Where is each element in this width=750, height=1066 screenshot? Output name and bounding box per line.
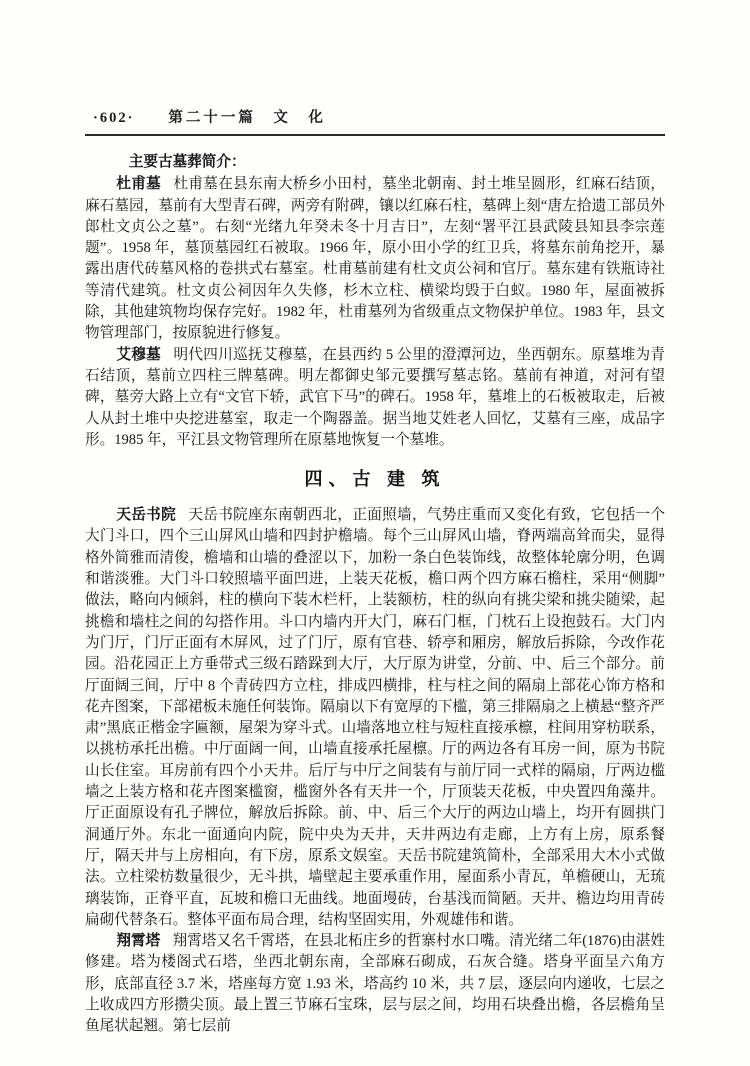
paragraph-term: 杜甫墓: [116, 176, 162, 193]
paragraph-term: 艾穆墓: [116, 346, 162, 363]
paragraph-text: 天岳书院座东南朝西北，正面照墙，气势庄重而又变化有致，它包括一个大门斗口，四个三山屏风山墙和四封护檐墙。每个三山屏风山墙，脊两端高耸而尖，显得格外简雅而清俊，檐墙和山墙的叠涩以下，加粉一条白色装饰线，故整体轮廓分明，色调和谐淡雅。大门斗口较照墙平面凹进，上装天花板，檐口两个四方麻石檐柱，采用“侧脚”做法，略向内倾斜，柱的横向下装木栏杆，上装额枋，柱的纵向有挑尖梁和挑尖随梁，起挑檐和墙柱之间的勾搭作用。斗口内墙内开大门，麻石门框，门枕石上设抱鼓石。大门内为门厅，门厅正面有木屏风，过了门厅，原有官巷、轿亭和厢房，解放后拆除，今改作花园。沿花园正上方垂带式三级石踏跺到大厅，大厅原为讲堂，分前、中、后三个部分。前厅面阔三间，厅中 8 个青砖四方立柱，排成四横排，柱与柱之间的隔扇上部花心饰方格和花卉图案，下部裙板未施任何装饰。隔扇以下有宽厚的下槛，第三排隔扇之上横悬“整齐严肃”黑底正楷金字匾额，屋架为穿斗式。山墙落地立柱与短柱直接承檩，柱间用穿枋联系，以挑枋承托出檐。中厅面阔一间，山墙直接承托屋檩。厅的两边各有耳房一间，原为书院山长住室。耳房前有四个小天井。后厅与中厅之间装有与前厅同一式样的隔扇，厅两边槛墙之上装方格和花卉图案槛窗，槛窗外各有天井一个，厅顶装天花板，中央置四角藻井。厅正面原设有孔子牌位，解放后拆除。前、中、后三个大厅的两边山墙上，均开有圆拱门洞通厅外。东北一面通向内院，院中央为天井，天井两边有走廊，上方有上房，原系餐厅，隔天井与上房相向，有下房，原系文娱室。天岳书院建筑简朴，全部采用大木小式做法。立柱梁枋数量很少，无斗拱，墙壁起主要承重作用，屋面系小青瓦，单檐硬山，无琉璃装饰，正脊平直，瓦坡和檐口无曲线。地面墁砖，台基浅而简陋。天井、檐边均用青砖扁砌代替条石。整体平面布局合理，结构坚固实用，外观雄伟和谐。: [85, 507, 665, 928]
chapter-title: 第二十一篇 文 化: [168, 110, 326, 126]
running-head: [85, 0, 665, 127]
paragraph-text: 明代四川巡抚艾穆墓，在县西约 5 公里的澄潭河边，坐西朝东。原墓堆为青石结顶，墓前立四柱三牌墓碑。明左都御史邹元要撰写墓志铭。墓前有神道，对河有望碑，墓旁大路上立有“文官下轿，武官下马”的碑石。1958 年，墓堆上的石板被取走，后被人从封土堆中央挖进墓室，取走一个陶器盖。据当地艾姓老人回忆，艾墓有三座，成品字形。1985 年，平江县文物管理所在原墓地恢复一个墓堆。: [85, 346, 665, 448]
header-rule: [85, 134, 665, 136]
paragraph-term: 翔霄塔: [116, 933, 161, 950]
intro-heading: 主要古墓葬简介：: [128, 154, 246, 170]
paragraph-term: 天岳书院: [116, 507, 176, 524]
paragraph-dufu-tomb: [85, 174, 665, 344]
paragraph-aimu-tomb: [85, 345, 665, 451]
page-body: [85, 152, 665, 1038]
paragraph-xiangxiao-pagoda: [85, 931, 665, 1037]
paragraph-tianyue-academy: [85, 505, 665, 931]
section-heading-ancient-architecture: 四、古 建 筑: [304, 469, 446, 490]
paragraph-text: 翔霄塔又名千霄塔，在县北柘庄乡的哲寨村水口嘴。清光绪二年(1876)由湛姓修建。塔为楼阁式石塔，坐西北朝东南，全部麻石砌成，石灰合缝。塔身平面呈六角方形，底部直径 3.7 米，塔座每方宽 1.93 米，塔高约 10 米，共 7 层，逐层向内递收，七层之上收成四方形攒尖顶。最上置三节麻石宝珠，层与层之间，均用石块叠出檐，各层檐角呈鱼尾状起翘。第七层前: [85, 933, 665, 1035]
paragraph-text: 杜甫墓在县东南大桥乡小田村，墓坐北朝南、封土堆呈圆形，红麻石结顶，麻石墓园，墓前有大型青石碑，两旁有附碑，镶以红麻石柱，墓碑上刻“唐左拾遗工部员外郎杜文贞公之墓”。右刻“光绪九年癸未冬十月吉日”，左刻“署平江县武陵县知县李宗莲题”。1958 年，墓顶墓园红石被取。1966 年，原小田小学的红卫兵，将墓东前角挖开，暴露出唐代砖墓风格的卷拱式右墓室。杜甫墓前建有杜文贞公祠和官厅。墓东建有铁瓶诗社等清代建筑。杜文贞公祠因年久失修，杉木立柱、横梁均毁于白蚁。1980 年，屋面被拆除，其他建筑物均保存完好。1982 年，杜甫墓列为省级重点文物保护单位。1983 年，县文物管理部门，按原貌进行修复。: [85, 176, 665, 342]
page-number: ·602·: [93, 110, 135, 126]
